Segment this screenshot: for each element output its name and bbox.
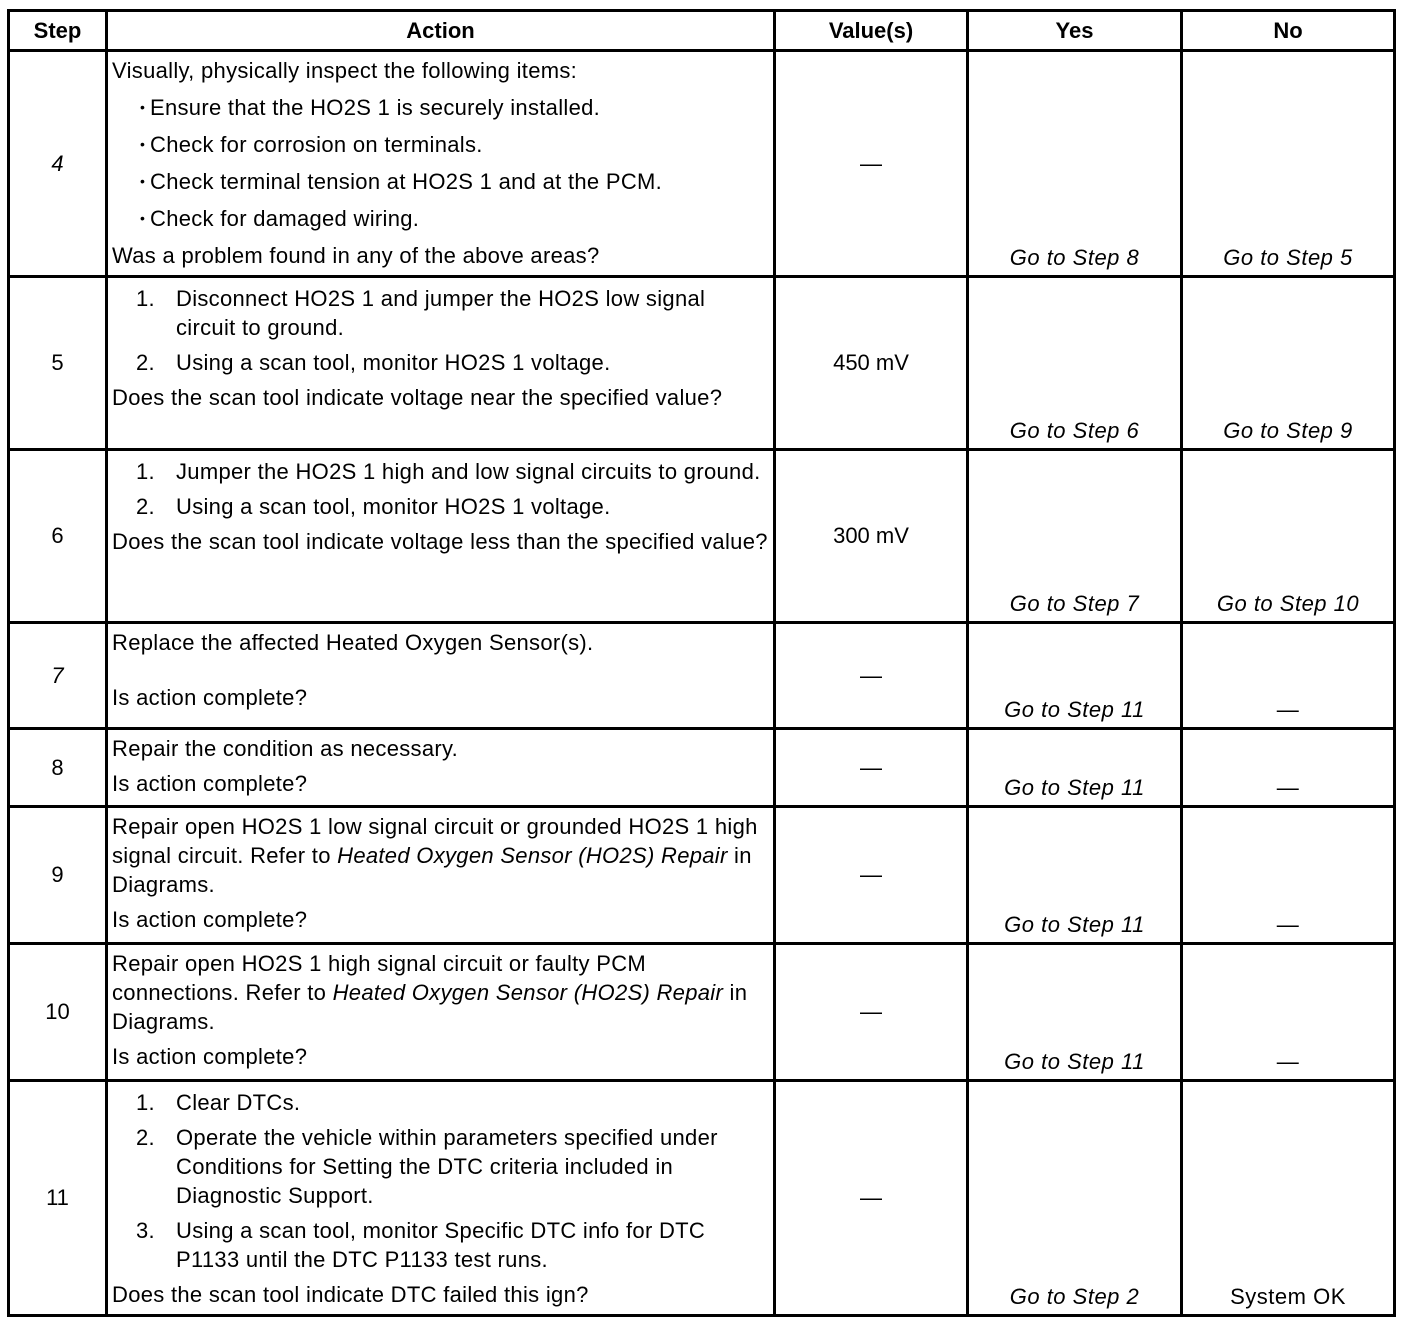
yes-cell: Go to Step 6: [968, 277, 1182, 450]
action-cell: [107, 51, 775, 277]
no-cell: —: [1182, 729, 1395, 807]
yes-cell: Go to Step 11: [968, 729, 1182, 807]
step-number: 6: [9, 450, 107, 623]
numbered-item: 1. Disconnect HO2S 1 and jumper the HO2S low signal circuit to ground.: [136, 286, 706, 340]
action-cell: [107, 277, 775, 450]
step-number: 8: [9, 729, 107, 807]
numbered-item: 2. Operate the vehicle within parameters specified under Conditions for Setting the DTC criteria included in Diagnostic Support.: [136, 1125, 718, 1208]
header-yes: Yes: [968, 11, 1182, 51]
no-cell: —: [1182, 944, 1395, 1081]
yes-cell: Go to Step 7: [968, 450, 1182, 623]
table-row: [9, 450, 1395, 623]
value-cell: —: [775, 807, 968, 944]
table-row: [9, 807, 1395, 944]
yes-cell: Go to Step 11: [968, 807, 1182, 944]
step-number: 11: [9, 1081, 107, 1316]
reference-link: Heated Oxygen Sensor (HO2S) Repair: [332, 980, 724, 1005]
action-intro: Repair open HO2S 1 high signal circuit or faulty PCM connections. Refer to Heated Oxygen Sensor (HO2S) Repair in Diagrams.: [112, 951, 748, 1034]
bullet-item: • Check for damaged wiring.: [112, 204, 769, 233]
action-intro: Visually, physically inspect the following items:: [112, 58, 578, 83]
table-row: [9, 623, 1395, 729]
reference-link: Heated Oxygen Sensor (HO2S) Repair: [337, 843, 728, 868]
no-cell: Go to Step 5: [1182, 51, 1395, 277]
value-cell: 450 mV: [775, 277, 968, 450]
table-row: [9, 729, 1395, 807]
bullet-item: • Ensure that the HO2S 1 is securely installed.: [112, 93, 769, 122]
action-cell: [107, 944, 775, 1081]
action-question: Does the scan tool indicate DTC failed this ign?: [112, 1282, 589, 1307]
table-row: [9, 944, 1395, 1081]
value-cell: —: [775, 729, 968, 807]
numbered-item: 1. Clear DTCs.: [136, 1090, 301, 1115]
numbered-item: 2. Using a scan tool, monitor HO2S 1 voltage.: [136, 350, 611, 375]
no-cell: —: [1182, 623, 1395, 729]
header-row: [9, 11, 1395, 51]
action-question: Is action complete?: [112, 771, 308, 796]
numbered-item: 3. Using a scan tool, monitor Specific DTC info for DTC P1133 until the DTC P1133 test runs.: [136, 1218, 706, 1272]
table-row: [9, 277, 1395, 450]
step-number: 4: [9, 51, 107, 277]
yes-cell: Go to Step 2: [968, 1081, 1182, 1316]
action-cell: [107, 807, 775, 944]
yes-cell: Go to Step 11: [968, 944, 1182, 1081]
value-cell: —: [775, 944, 968, 1081]
header-step: Step: [9, 11, 107, 51]
action-question: Is action complete?: [112, 685, 308, 710]
step-number: 5: [9, 277, 107, 450]
no-cell: System OK: [1182, 1081, 1395, 1316]
bullet-item: • Check terminal tension at HO2S 1 and at the PCM.: [112, 167, 769, 196]
action-intro: Repair the condition as necessary.: [112, 736, 459, 761]
header-no: No: [1182, 11, 1395, 51]
action-question: Does the scan tool indicate voltage near the specified value?: [112, 385, 723, 410]
action-intro: Repair open HO2S 1 low signal circuit or grounded HO2S 1 high signal circuit. Refer to Heated Oxygen Sensor (HO2S) Repair in Diagrams.: [112, 814, 758, 897]
action-cell: [107, 623, 775, 729]
action-cell: [107, 450, 775, 623]
yes-cell: Go to Step 11: [968, 623, 1182, 729]
no-cell: —: [1182, 807, 1395, 944]
action-question: Does the scan tool indicate voltage less than the specified value?: [112, 529, 768, 554]
diagnostic-table: [7, 9, 1396, 1317]
yes-cell: Go to Step 8: [968, 51, 1182, 277]
value-cell: —: [775, 51, 968, 277]
action-question: Was a problem found in any of the above areas?: [112, 243, 600, 268]
value-cell: —: [775, 623, 968, 729]
value-cell: 300 mV: [775, 450, 968, 623]
action-question: Is action complete?: [112, 1044, 308, 1069]
step-number: 7: [9, 623, 107, 729]
table-row: [9, 51, 1395, 277]
bullet-item: • Check for corrosion on terminals.: [112, 130, 769, 159]
header-values: Value(s): [775, 11, 968, 51]
action-intro: Replace the affected Heated Oxygen Sensor(s).: [112, 630, 594, 655]
action-question: Is action complete?: [112, 907, 308, 932]
action-cell: [107, 729, 775, 807]
numbered-item: 2. Using a scan tool, monitor HO2S 1 voltage.: [136, 494, 611, 519]
step-number: 9: [9, 807, 107, 944]
value-cell: —: [775, 1081, 968, 1316]
table-row: [9, 1081, 1395, 1316]
no-cell: Go to Step 10: [1182, 450, 1395, 623]
action-cell: [107, 1081, 775, 1316]
no-cell: Go to Step 9: [1182, 277, 1395, 450]
step-number: 10: [9, 944, 107, 1081]
header-action: Action: [107, 11, 775, 51]
numbered-item: 1. Jumper the HO2S 1 high and low signal circuits to ground.: [136, 459, 761, 484]
